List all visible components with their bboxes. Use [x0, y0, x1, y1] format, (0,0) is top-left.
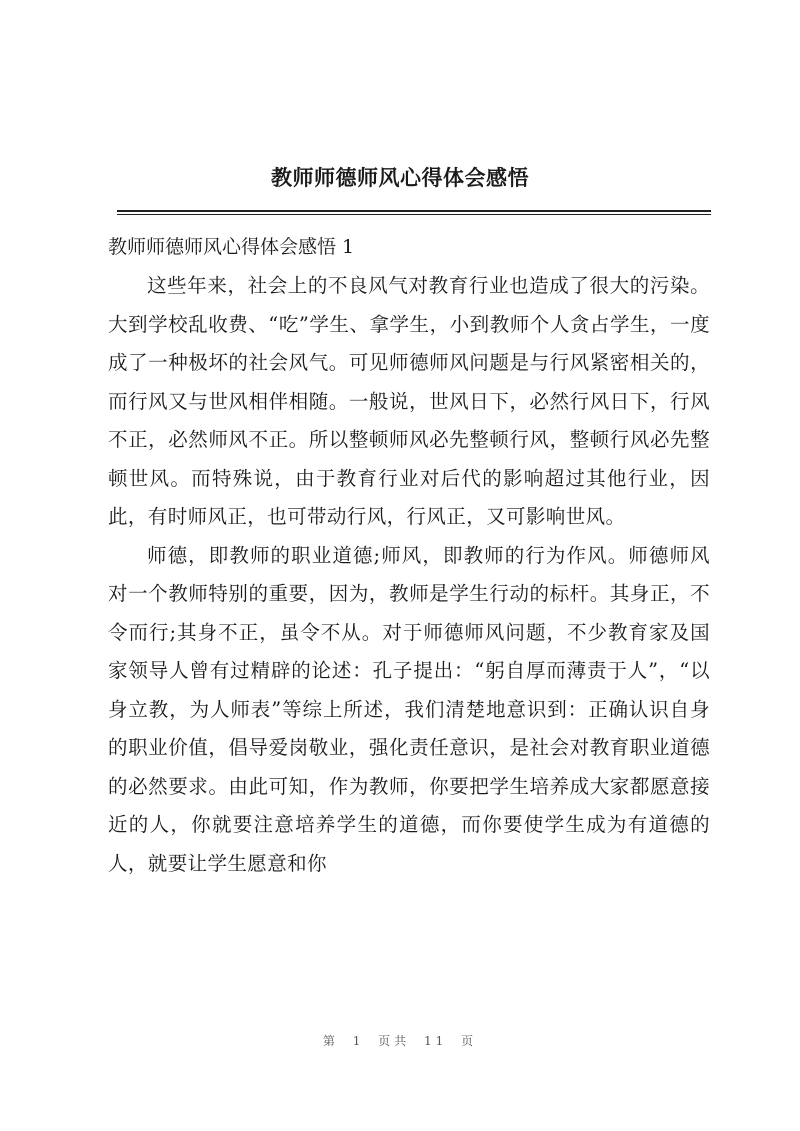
page-footer: 第 1 页共 11 页 [322, 1034, 478, 1048]
paragraph: 师德，即教师的职业道德;师风，即教师的行为作风。师德师风对一个教师特别的重要，因为，教师是学生行动的标杆。其身正，不令而行;其身不正，虽令不从。对于师德师风问题，不少教育家及国家领导人曾有过精辟的论述：孔子提出：“躬自厚而薄责于人”，“以身立教，为人师表”等综上所述，我们清楚地意识到：正确认识自身的职业价值，倡导爱岗敬业，强化责任意识，是社会对教育职业道德的必然要求。由此可知，作为教师，你要把学生培养成大家都愿意接近的人，你就要注意培养学生的道德，而你要使学生成为有道德的人，就要让学生愿意和你 [108, 543, 710, 875]
paragraph: 这些年来，社会上的不良风气对教育行业也造成了很大的污染。大到学校乱收费、“吃”学生、拿学生，小到教师个人贪占学生，一度成了一种极坏的社会风气。可见师德师风问题是与行风紧密相关的，而行风又与世风相伴相随。一般说，世风日下，必然行风日下，行风不正，必然师风不正。所以整顿师风必先整顿行风，整顿行风必先整顿世风。而特殊说，由于教育行业对后代的影响超过其他行业，因此，有时师风正，也可带动行风，行风正，又可影响世风。 [108, 274, 710, 528]
page-title: 教师师德师风心得体会感悟 [271, 165, 529, 190]
title-divider-thin [117, 214, 711, 215]
body-text [108, 267, 710, 883]
section-heading: 教师师德师风心得体会感悟 1 [108, 236, 355, 258]
title-divider [117, 210, 711, 212]
